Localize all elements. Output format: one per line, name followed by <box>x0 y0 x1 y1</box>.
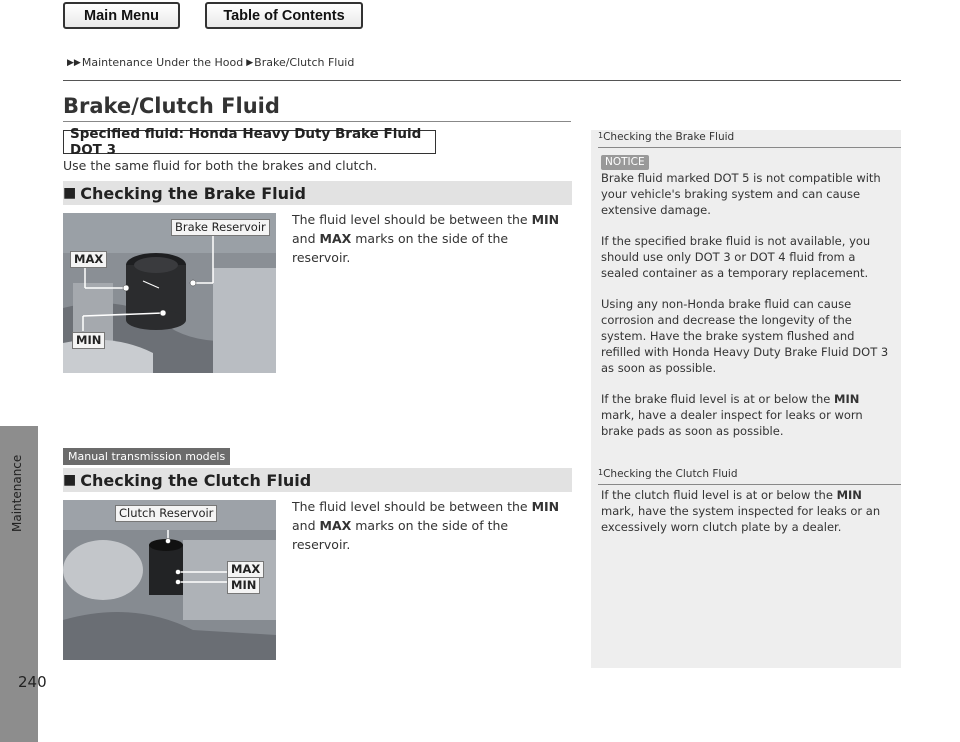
intro-text: Use the same fluid for both the brakes and clutch. <box>63 158 378 173</box>
clutch-note-p1: If the clutch fluid level is at or below the MIN mark, have the system inspected for leaks or an excessively worn clutch plate by a dealer. <box>601 488 881 534</box>
breadcrumb-current: Brake/Clutch Fluid <box>254 56 355 69</box>
breadcrumb <box>67 56 354 69</box>
brake-note-title: Checking the Brake Fluid <box>603 131 735 143</box>
clutch-section-heading-text: Checking the Clutch Fluid <box>80 470 312 490</box>
manual-transmission-tag: Manual transmission models <box>63 448 230 465</box>
breadcrumb-arrow-icon: ▶▶ <box>67 57 81 68</box>
page-number: 240 <box>18 673 47 691</box>
brake-note-p3: Using any non-Honda brake fluid can cause corrosion and decrease the longevity of the system. Have the brake system flushed and refilled with Honda Heavy Duty Brake Fluid DOT 3 as soon as possible. <box>601 297 889 375</box>
brake-note-p1: Brake fluid marked DOT 5 is not compatible with your vehicle's braking system and can cause extensive damage. <box>601 171 881 217</box>
brake-section-heading-text: Checking the Brake Fluid <box>80 183 306 203</box>
brake-max-callout: MAX <box>70 251 107 268</box>
note-number: 1 <box>598 468 604 477</box>
header-divider <box>63 80 901 81</box>
brake-note-heading <box>598 131 734 143</box>
brake-note-body <box>601 170 891 454</box>
brake-note-divider <box>598 147 901 148</box>
clutch-max-callout: MAX <box>227 561 264 578</box>
table-of-contents-button[interactable]: Table of Contents <box>205 2 363 29</box>
clutch-note-heading <box>598 468 738 480</box>
page-title: Brake/Clutch Fluid <box>63 94 280 118</box>
breadcrumb-link-under-hood[interactable]: Maintenance Under the Hood <box>81 56 244 69</box>
brake-fluid-level-text: The fluid level should be between the MIN and MAX marks on the side of the reservoir. <box>292 212 560 265</box>
brake-note-p2: If the specified brake fluid is not available, you should use only DOT 3 or DOT 4 fluid from a sealed container as a temporary replacement. <box>601 234 871 280</box>
brake-note-p4: If the brake fluid level is at or below the MIN mark, have a dealer inspect for leaks or worn brake pads as soon as possible. <box>601 392 863 438</box>
brake-min-callout: MIN <box>72 332 105 349</box>
main-menu-button[interactable]: Main Menu <box>63 2 180 29</box>
clutch-note-divider <box>598 484 901 485</box>
square-bullet-icon: ■ <box>63 472 77 488</box>
note-number: 1 <box>598 131 604 140</box>
clutch-min-callout: MIN <box>227 577 260 594</box>
breadcrumb-arrow-icon: ▶ <box>246 57 254 68</box>
title-divider <box>63 121 571 122</box>
brake-section-heading <box>63 181 572 205</box>
square-bullet-icon: ■ <box>63 185 77 201</box>
clutch-note-title: Checking the Clutch Fluid <box>603 468 738 480</box>
clutch-fluid-level-text: The fluid level should be between the MIN and MAX marks on the side of the reservoir. <box>292 499 560 552</box>
brake-reservoir-photo <box>63 213 276 373</box>
specified-fluid-box: Specified fluid: Honda Heavy Duty Brake Fluid DOT 3 <box>63 130 436 154</box>
section-side-label: Maintenance <box>10 455 24 533</box>
notice-badge: NOTICE <box>601 155 649 170</box>
clutch-reservoir-callout: Clutch Reservoir <box>115 505 217 522</box>
clutch-section-heading <box>63 468 572 492</box>
brake-reservoir-callout: Brake Reservoir <box>171 219 270 236</box>
clutch-note-body <box>601 487 891 550</box>
